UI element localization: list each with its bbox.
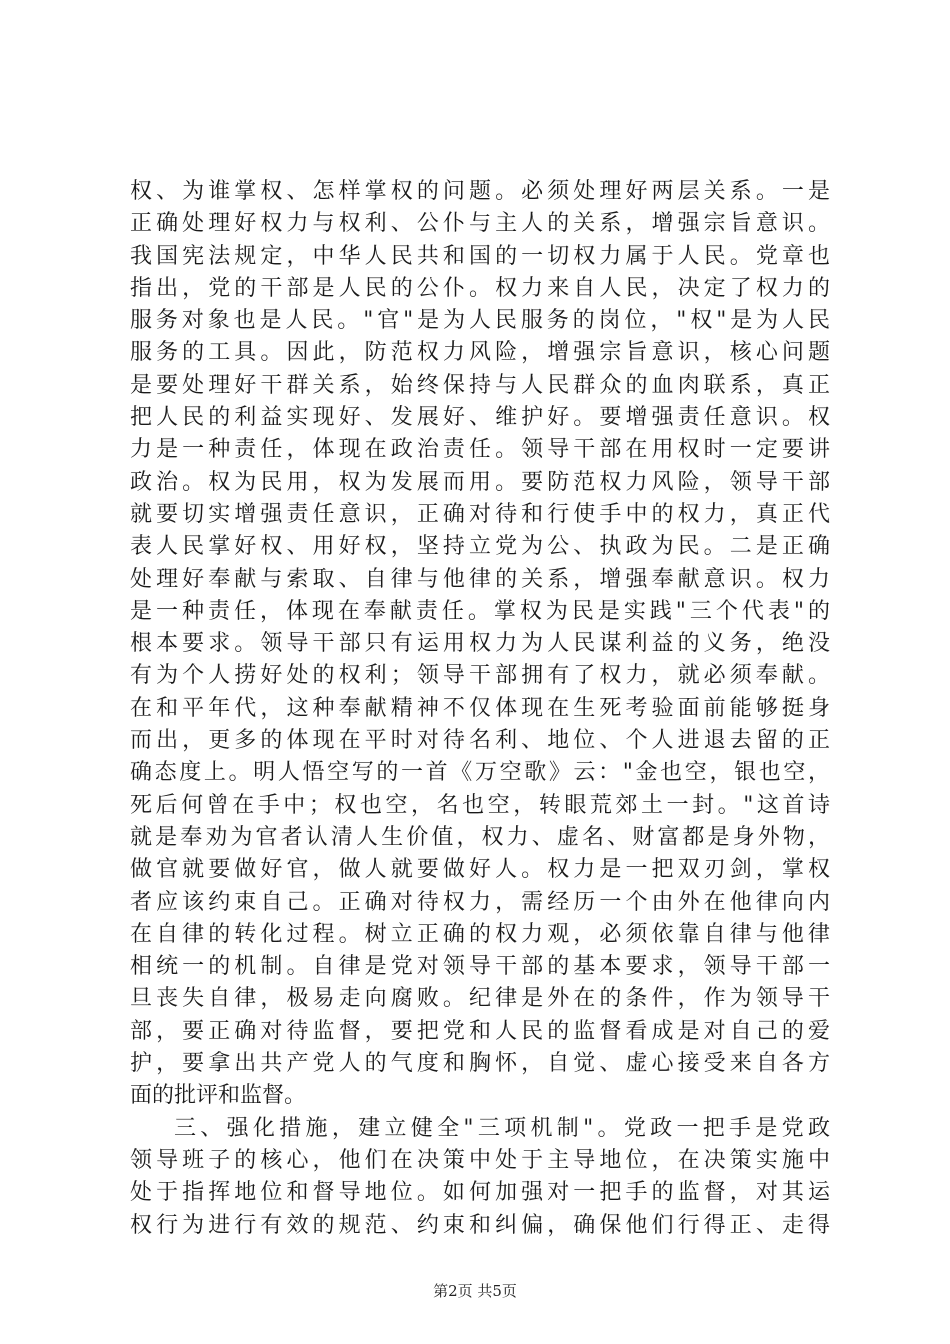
text-line: 领导班子的核心，他们在决策中处于主导地位，在决策实施中 (130, 1147, 830, 1173)
text-line: 旦丧失自律，极易走向腐败。纪律是外在的条件，作为领导干 (130, 986, 830, 1012)
text-line: 权行为进行有效的规范、约束和纠偏，确保他们行得正、走得 (130, 1212, 830, 1238)
text-line: 做官就要做好官，做人就要做好人。权力是一把双刃剑，掌权 (130, 857, 830, 883)
text-line: 而出，更多的体现在平时对待名利、地位、个人进退去留的正 (130, 728, 830, 754)
text-line: 在和平年代，这种奉献精神不仅体现在生死考验面前能够挺身 (130, 695, 830, 721)
text-line: 面的批评和监督。 (130, 1083, 307, 1109)
text-line: 是要处理好干群关系，始终保持与人民群众的血肉联系，真正 (130, 372, 830, 398)
document-body (130, 176, 830, 1242)
text-line: 表人民掌好权、用好权，坚持立党为公、执政为民。二是正确 (130, 534, 830, 560)
text-line: 正确处理好权力与权利、公仆与主人的关系，增强宗旨意识。 (130, 211, 830, 237)
text-line: 者应该约束自己。正确对待权力，需经历一个由外在他律向内 (130, 889, 830, 915)
paragraph-start-line: 三、强化措施，建立健全"三项机制"。党政一把手是党政 (174, 1115, 830, 1141)
text-line: 在自律的转化过程。树立正确的权力观，必须依靠自律与他律 (130, 921, 830, 947)
text-line: 就要切实增强责任意识，正确对待和行使手中的权力，真正代 (130, 501, 830, 527)
text-line: 护，要拿出共产党人的气度和胸怀，自觉、虚心接受来自各方 (130, 1051, 830, 1077)
text-line: 相统一的机制。自律是党对领导干部的基本要求，领导干部一 (130, 954, 830, 980)
text-line: 我国宪法规定，中华人民共和国的一切权力属于人民。党章也 (130, 243, 830, 269)
text-line: 权、为谁掌权、怎样掌权的问题。必须处理好两层关系。一是 (130, 179, 830, 204)
text-line: 死后何曾在手中；权也空，名也空，转眼荒郊土一封。"这首诗 (130, 792, 830, 818)
text-line: 把人民的利益实现好、发展好、维护好。要增强责任意识。权 (130, 405, 830, 431)
text-line: 服务对象也是人民。"官"是为人民服务的岗位，"权"是为人民 (130, 308, 830, 334)
text-line: 就是奉劝为官者认清人生价值，权力、虚名、财富都是身外物， (130, 824, 830, 850)
text-line: 服务的工具。因此，防范权力风险，增强宗旨意识，核心问题 (130, 340, 830, 366)
text-line: 政治。权为民用，权为发展而用。要防范权力风险，领导干部 (130, 469, 830, 495)
text-line: 是一种责任，体现在奉献责任。掌权为民是实践"三个代表"的 (130, 598, 830, 624)
text-line: 力是一种责任，体现在政治责任。领导干部在用权时一定要讲 (130, 437, 830, 463)
text-line: 处理好奉献与索取、自律与他律的关系，增强奉献意识。权力 (130, 566, 830, 592)
text-line: 确态度上。明人悟空写的一首《万空歌》云："金也空，银也空， (130, 760, 830, 786)
text-line: 根本要求。领导干部只有运用权力为人民谋利益的义务，绝没 (130, 631, 830, 657)
text-line: 有为个人捞好处的权利；领导干部拥有了权力，就必须奉献。 (130, 663, 830, 689)
text-line: 部，要正确对待监督，要把党和人民的监督看成是对自己的爱 (130, 1018, 830, 1044)
text-line: 指出，党的干部是人民的公仆。权力来自人民，决定了权力的 (130, 275, 830, 301)
text-line: 处于指挥地位和督导地位。如何加强对一把手的监督，对其运 (130, 1180, 830, 1206)
page-number-footer: 第2页 共5页 (433, 1282, 517, 1300)
